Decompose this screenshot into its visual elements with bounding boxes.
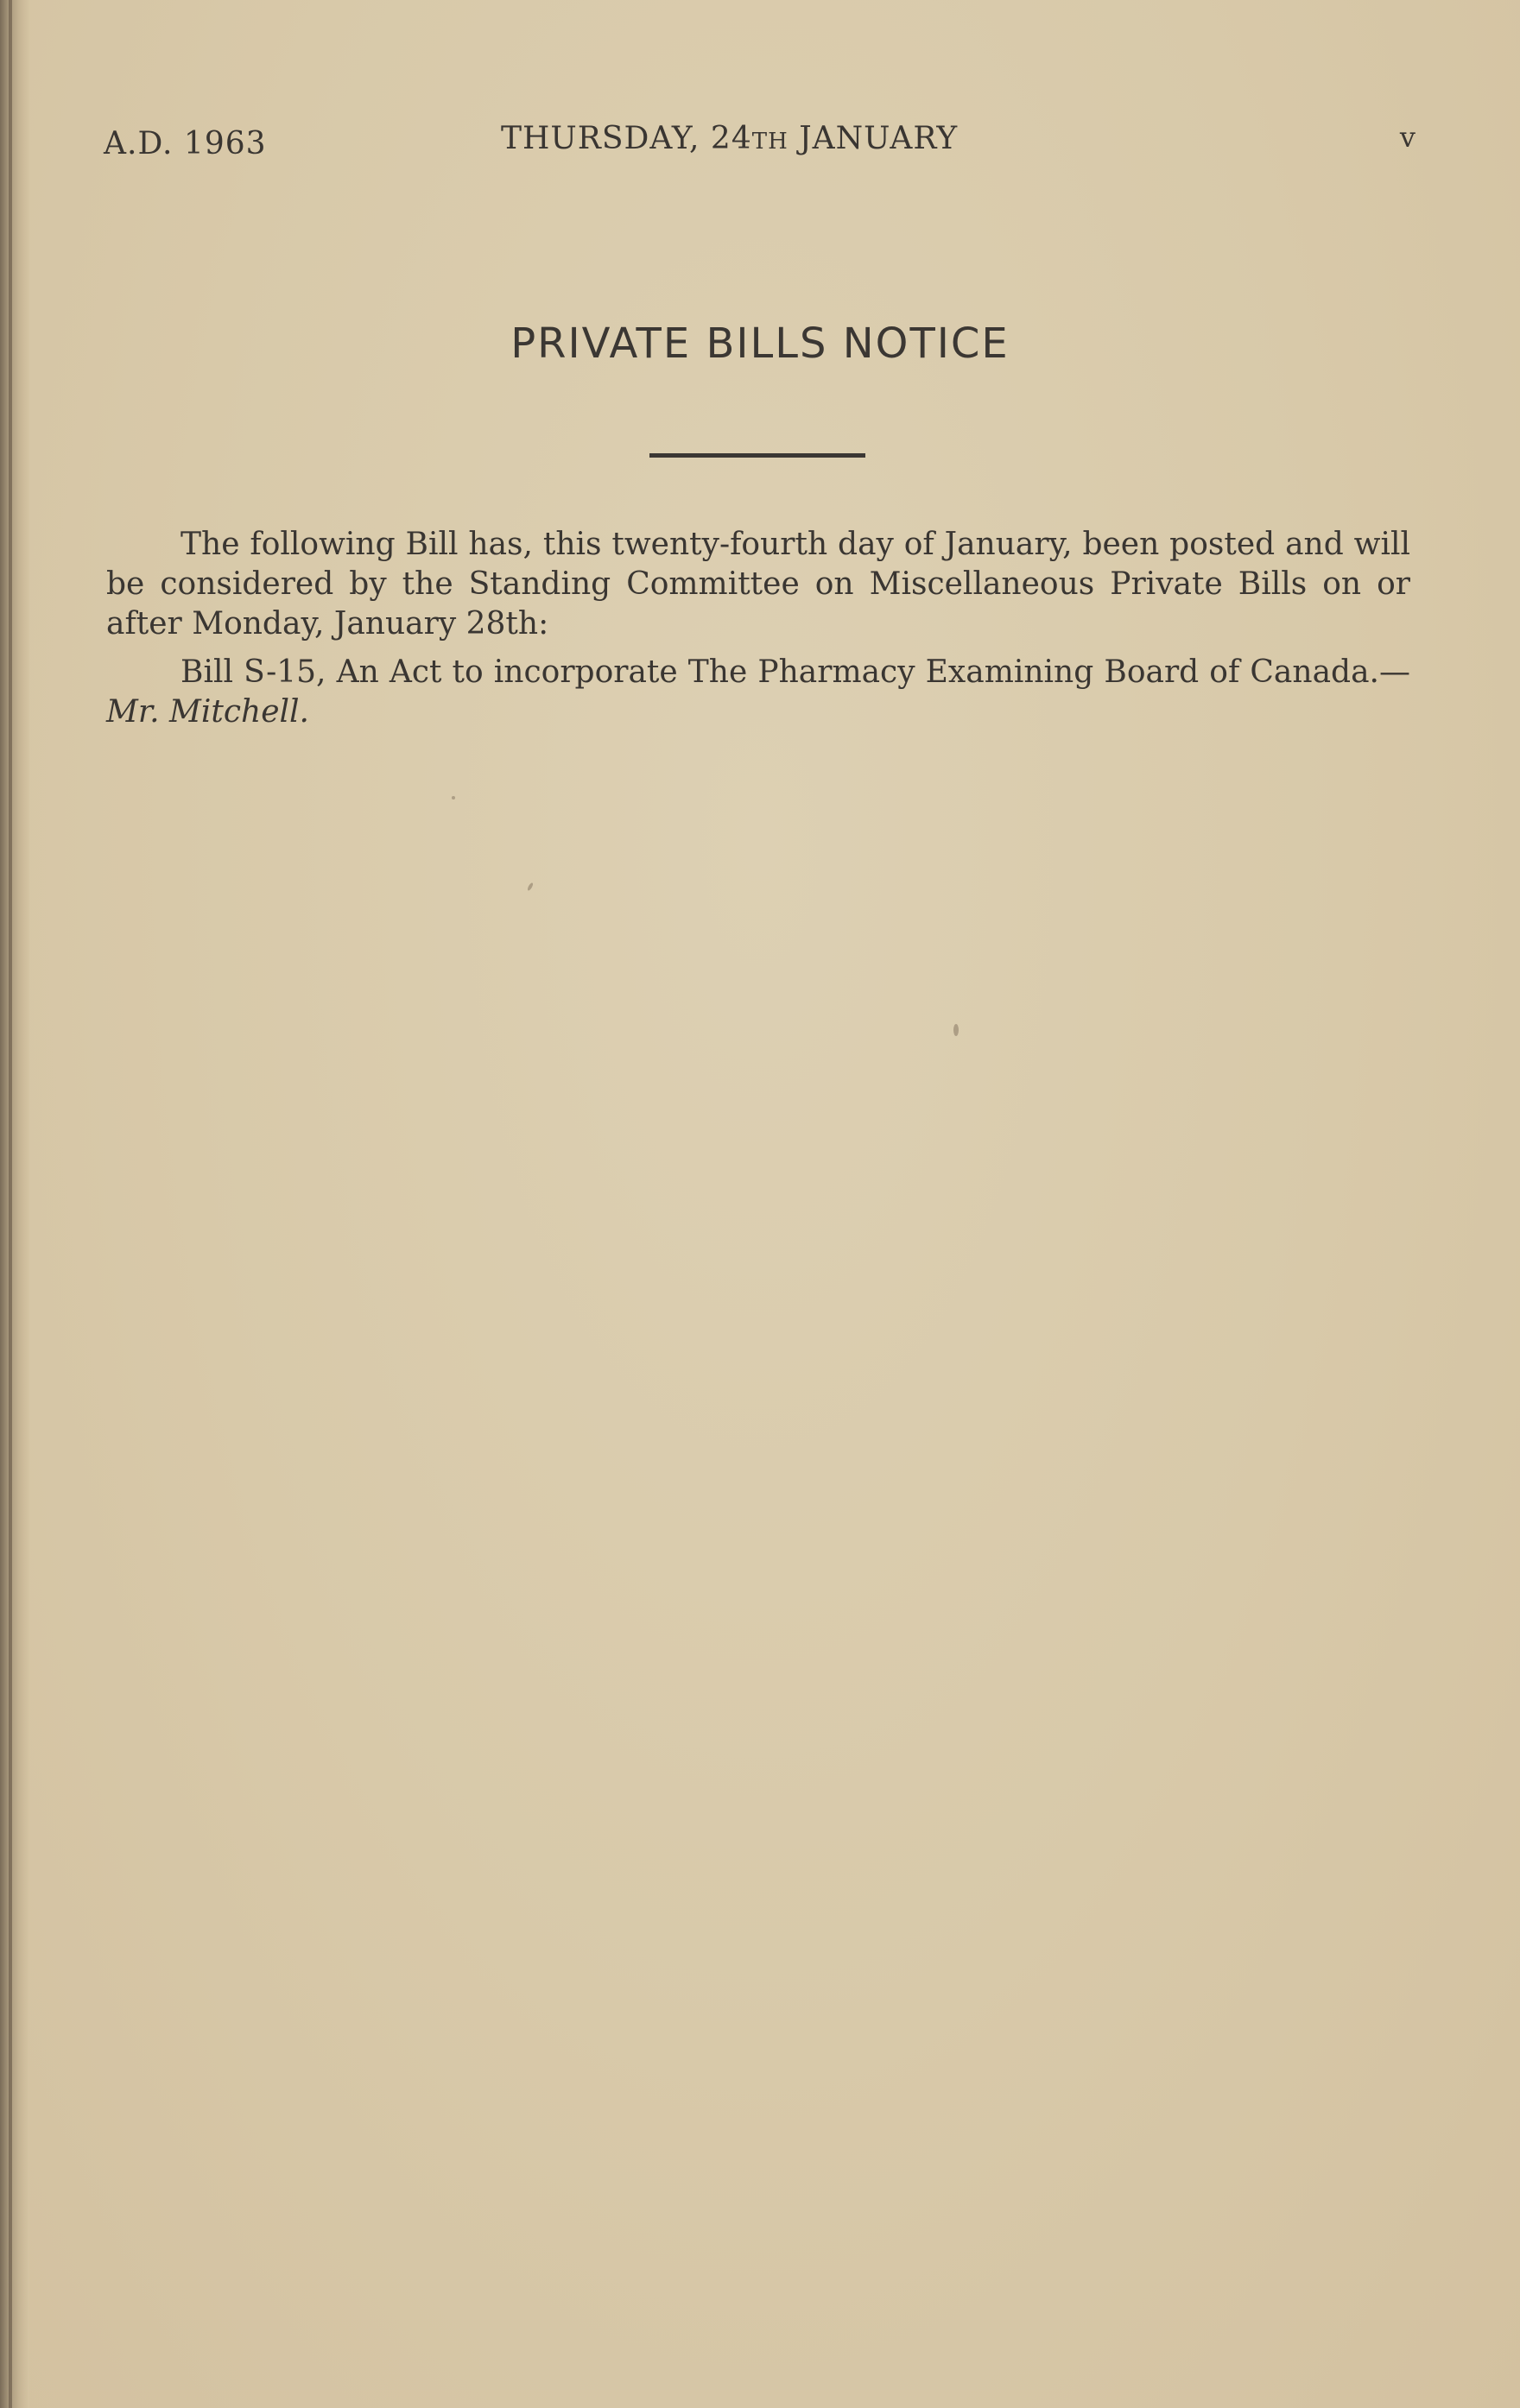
paper-speck — [953, 1024, 959, 1036]
paper-speck — [452, 796, 455, 800]
header-year: A.D. 1963 — [104, 126, 267, 161]
paper-speck — [527, 882, 534, 892]
title-rule — [649, 453, 865, 458]
bill-paragraph — [106, 653, 1410, 732]
bill-text: Bill S-15, An Act to incorporate The Pharmacy Examining Board of Canada.— — [180, 654, 1410, 690]
page-number: v — [1399, 121, 1416, 154]
page-title: PRIVATE BILLS NOTICE — [510, 319, 1010, 368]
notice-body — [106, 525, 1410, 741]
header-month: JANUARY — [788, 121, 959, 156]
intro-paragraph: The following Bill has, this twenty-fourth day of January, been posted and will be considered by the Standing Committee on Miscellaneous Private Bills on or after Monday, January 28th: — [106, 527, 1410, 642]
header-date — [501, 121, 958, 156]
header-day: THURSDAY, 24 — [501, 121, 752, 156]
running-header — [104, 121, 1416, 164]
bill-sponsor: Mr. Mitchell. — [106, 694, 309, 730]
header-day-suffix: TH — [751, 129, 788, 155]
